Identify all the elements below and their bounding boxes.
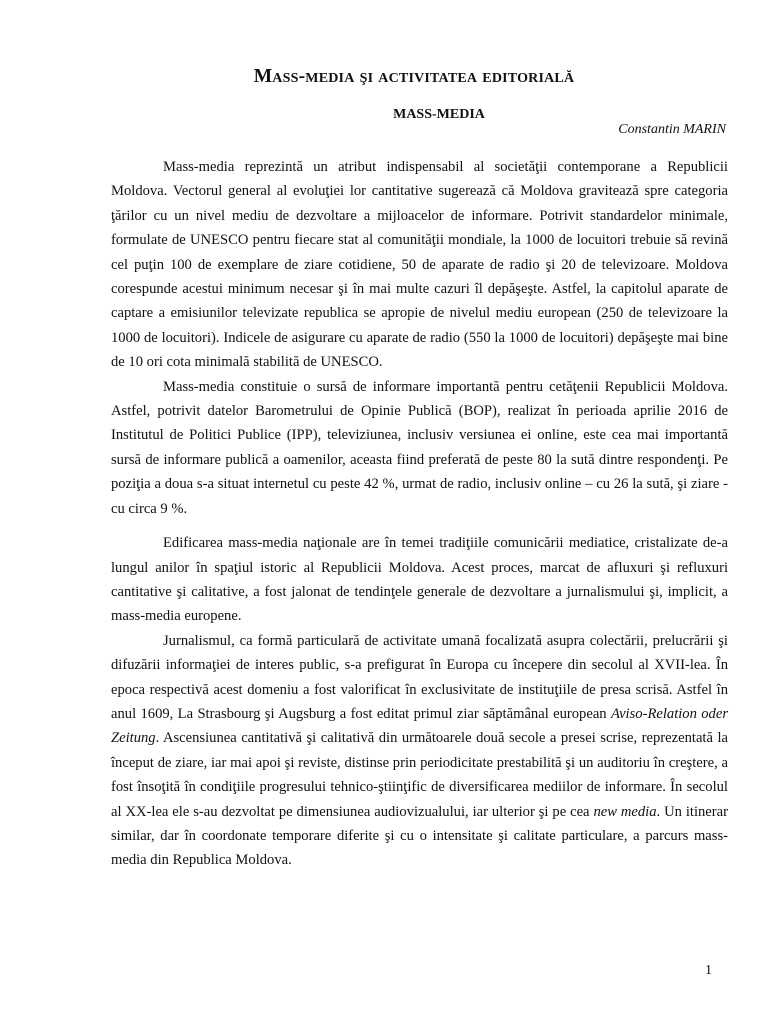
body-text xyxy=(111,155,728,873)
newspaper-title: Aviso-Relation oder Zeitung xyxy=(111,705,729,747)
page-number: 1 xyxy=(705,963,712,978)
document-title: Mass-media şi activitatea editorială xyxy=(253,66,575,87)
author-name: Constantin MARIN xyxy=(618,122,726,137)
paragraph-4-text-b: . Ascensiunea cantitativă şi calitativă din următoarele două secole a presei scrise, reprezentată la început de ziare, iar mai apoi şi reviste, distinse prin periodicitate prestabilită şi un auditoriu în creştere, a fost însoţită în condiţiile progresului tehnico-ştiinţific de diversificarea mediilor de informare. În secolul al XX-lea ele s-au dezvoltat pe dimensiunea audiovizualului, iar ulterior şi pe cea xyxy=(111,730,728,820)
section-heading: MASS-MEDIA xyxy=(393,107,485,122)
paragraph-4-text-c: . Un itinerar similar, dar în coordonate temporare diferite şi cu o intensitate şi calitate particulare, a parcurs mass-media din Republica Moldova. xyxy=(111,803,728,869)
paragraph-2: Mass-media constituie o sursă de informare importantă pentru cetăţenii Republicii Moldova. Astfel, potrivit datelor Barometrului de Opinie Publică (BOP), realizat în perioada aprilie 2016 de Institutul de Politici Publice (IPP), televiziunea, inclusiv versiunea ei online, este cea mai importantă sursă de informare publică a oamenilor, aceasta fiind preferată de peste 80 la sută dintre respondenţi. Pe poziţia a doua s-a situat internetul cu peste 42 %, urmat de radio, inclusiv online – cu 26 la sută, şi ziare - cu circa 9 %. xyxy=(111,378,728,517)
paragraph-1: Mass-media reprezintă un atribut indispensabil al societăţii contemporane a Republicii Moldova. Vectorul general al evoluţiei lor cantitative sugerează că Moldova gravitează spre categoria ţărilor cu un nivel mediu de dezvoltare a mijloacelor de informare. Potrivit standardelor minimale, formulate de UNESCO pentru fiecare stat al comunităţii mondiale, la 1000 de locuitori trebuie să revină cel puţin 100 de exemplare de ziare cotidiene, 50 de aparate de radio şi 20 de televizoare. Moldova corespunde acestui minimum necesar şi în mai multe cazuri îl depăşeşte. Astfel, la capitolul aparate de captare a emisiunilor televizate republica se apropie de nivelul mediu european (250 de televizoare la 1000 de locuitori). Indicele de asigurare cu aparate de radio (550 la 1000 de locuitori) depăşeşte mai bine de 10 ori cota minimală stabilită de UNESCO. xyxy=(111,159,728,371)
paragraph-4 xyxy=(111,629,728,873)
paragraph-4-text-a: Jurnalismul, ca formă particulară de activitate umană focalizată asupra colectării, prelucrării şi difuzării informaţiei de interes public, s-a prefigurat în Europa cu începere din secolul al XVII-lea. În epoca respectivă acest domeniu a fost valorificat în exclusivitate de instituţiile de presa scrisă. Astfel în anul 1609, La Strasbourg şi Augsburg a fost editat primul ziar săptămânal european xyxy=(111,632,728,722)
paragraph-3: Edificarea mass-media naţionale are în temei tradiţiile comunicării mediatice, cristalizate de-a lungul anilor în spaţiul istoric al Republicii Moldova. Acest proces, marcat de afluxuri şi refluxuri cantitative şi calitative, a fost jalonat de tendinţele generale de dezvoltare a jurnalismului şi, implicit, a mass-media europene. xyxy=(111,535,728,625)
new-media-term: new media xyxy=(593,803,657,820)
